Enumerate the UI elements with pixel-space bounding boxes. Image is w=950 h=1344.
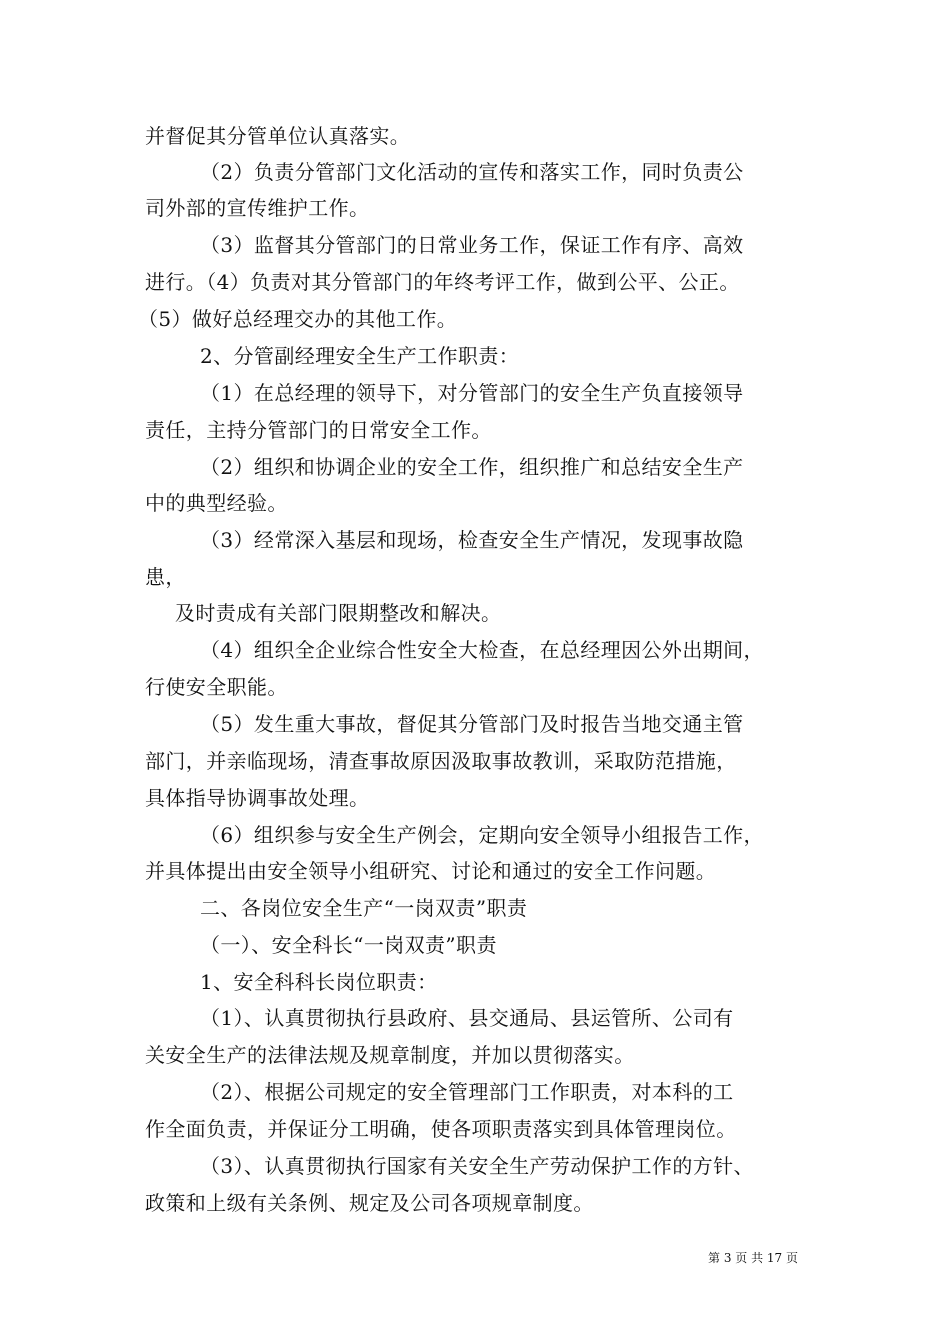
body-line: 并具体提出由安全领导小组研究、讨论和通过的安全工作问题。 <box>145 859 717 883</box>
body-line: （6）组织参与安全生产例会，定期向安全领导小组报告工作， <box>200 823 764 847</box>
body-line: （5）发生重大事故，督促其分管部门及时报告当地交通主管 <box>200 712 744 736</box>
body-line: 及时责成有关部门限期整改和解决。 <box>175 601 502 625</box>
body-line: 关安全生产的法律法规及规章制度，并加以贯彻落实。 <box>145 1043 635 1067</box>
body-line: 行使安全职能。 <box>145 675 288 699</box>
section-heading: 二、各岗位安全生产“一岗双责”职责 <box>200 896 528 920</box>
body-line: 具体指导协调事故处理。 <box>145 786 370 810</box>
section-heading: （一）、安全科长“一岗双责”职责 <box>200 933 497 957</box>
body-line: （4）组织全企业综合性安全大检查，在总经理因公外出期间， <box>200 638 764 662</box>
body-line: 中的典型经验。 <box>145 491 288 515</box>
body-line: 部门，并亲临现场，清查事故原因汲取事故教训，采取防范措施， <box>145 749 737 773</box>
body-line: （1）在总经理的领导下，对分管部门的安全生产负直接领导 <box>200 381 744 405</box>
body-line: （2）、根据公司规定的安全管理部门工作职责，对本科的工 <box>200 1080 734 1104</box>
body-line: 政策和上级有关条例、规定及公司各项规章制度。 <box>145 1191 594 1215</box>
body-line: （5）做好总经理交办的其他工作。 <box>138 307 458 331</box>
section-heading: 2、分管副经理安全生产工作职责： <box>200 344 520 368</box>
section-heading: 1、安全科科长岗位职责： <box>200 970 438 994</box>
body-line: （2）负责分管部门文化活动的宣传和落实工作，同时负责公 <box>200 160 744 184</box>
body-line: 责任，主持分管部门的日常安全工作。 <box>145 418 492 442</box>
body-line: （1）、认真贯彻执行县政府、县交通局、县运管所、公司有 <box>200 1006 734 1030</box>
body-line: 司外部的宣传维护工作。 <box>145 196 370 220</box>
body-line: 并督促其分管单位认真落实。 <box>145 124 411 148</box>
body-line: 作全面负责，并保证分工明确，使各项职责落实到具体管理岗位。 <box>145 1117 737 1141</box>
body-line: （2）组织和协调企业的安全工作，组织推广和总结安全生产 <box>200 455 744 479</box>
body-line: （3）、认真贯彻执行国家有关安全生产劳动保护工作的方针、 <box>200 1154 754 1178</box>
body-line: 患， <box>145 565 186 589</box>
body-line: 进行。（4）负责对其分管部门的年终考评工作，做到公平、公正。 <box>145 270 740 294</box>
page-number-footer: 第 3 页 共 17 页 <box>708 1251 798 1265</box>
body-line: （3）经常深入基层和现场，检查安全生产情况，发现事故隐 <box>200 528 744 552</box>
body-line: （3）监督其分管部门的日常业务工作，保证工作有序、高效 <box>200 233 744 257</box>
